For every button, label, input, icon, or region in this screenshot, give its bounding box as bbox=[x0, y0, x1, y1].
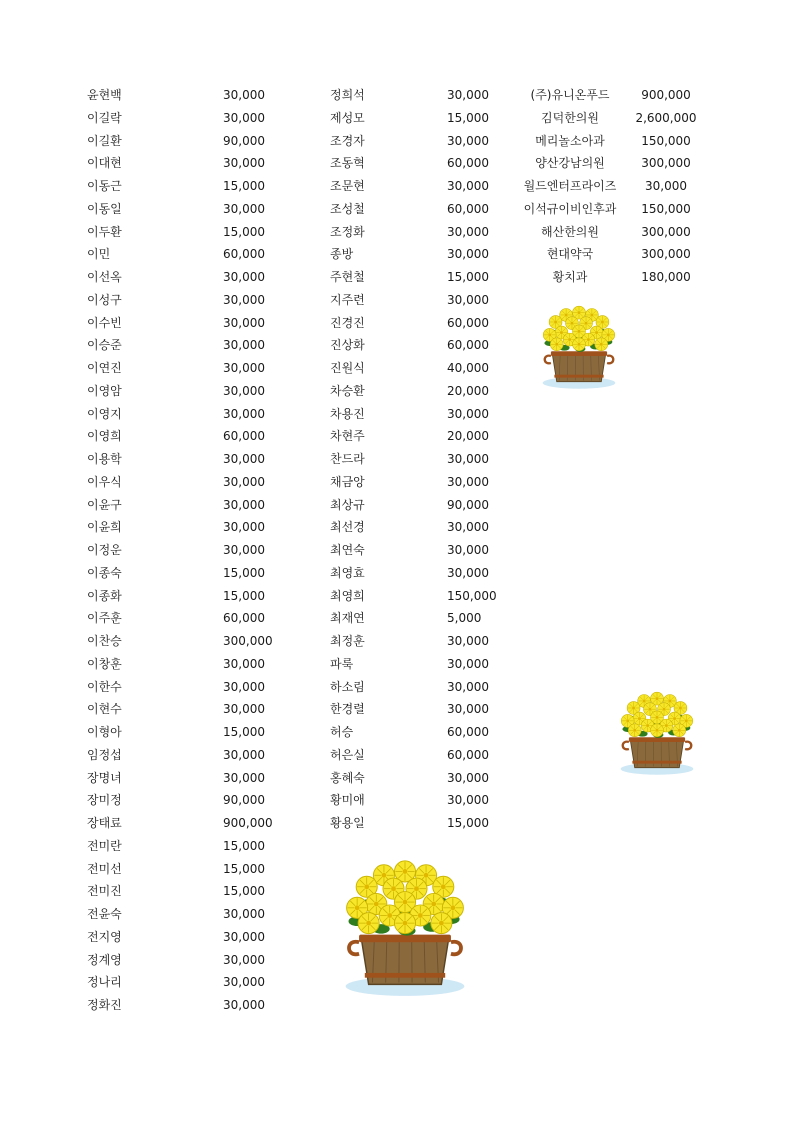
donation-amount: 30,000 bbox=[223, 270, 265, 284]
donor-name: 허승 bbox=[330, 725, 354, 739]
donor-row bbox=[330, 630, 500, 653]
donation-amount: 30,000 bbox=[223, 383, 265, 398]
donor-name: 이주훈 bbox=[87, 611, 122, 626]
donation-amount: 300,000 bbox=[223, 634, 273, 648]
donor-name: 이용학 bbox=[87, 452, 122, 466]
donation-amount: 30,000 bbox=[223, 747, 265, 762]
donation-amount: 30,000 bbox=[447, 679, 489, 694]
donation-amount: 60,000 bbox=[223, 611, 265, 626]
donor-row bbox=[87, 243, 287, 266]
donor-row bbox=[330, 653, 500, 676]
donor-name: 최상규 bbox=[330, 497, 365, 512]
donor-name: 장미정 bbox=[87, 793, 122, 808]
donor-name: 찬드라 bbox=[330, 452, 365, 466]
donor-name: 지주련 bbox=[330, 292, 365, 307]
donor-row bbox=[87, 903, 287, 926]
donor-row bbox=[87, 198, 287, 221]
donor-row bbox=[87, 721, 287, 744]
donor-name: 임정섭 bbox=[87, 747, 122, 762]
donation-amount: 15,000 bbox=[223, 838, 265, 853]
donation-amount: 180,000 bbox=[641, 270, 691, 284]
donor-name: 제성모 bbox=[330, 110, 365, 125]
donor-name: 메리놀소아과 bbox=[535, 133, 605, 148]
donor-name: 해산한의원 bbox=[541, 224, 599, 239]
donor-row bbox=[330, 676, 500, 699]
donor-name: 하소림 bbox=[330, 679, 365, 694]
donor-name: 채금앙 bbox=[330, 474, 365, 489]
donor-name: 최연숙 bbox=[330, 543, 365, 557]
donor-row bbox=[87, 676, 287, 699]
donor-name: 이석규이비인후과 bbox=[523, 201, 617, 216]
donation-amount: 30,000 bbox=[223, 292, 265, 307]
donor-name: 차용진 bbox=[330, 406, 365, 421]
donation-amount: 90,000 bbox=[223, 793, 265, 808]
donation-amount: 30,000 bbox=[223, 998, 265, 1012]
donor-row bbox=[87, 698, 287, 721]
donation-amount: 30,000 bbox=[447, 247, 489, 262]
donation-amount: 60,000 bbox=[223, 429, 265, 444]
donor-row bbox=[87, 653, 287, 676]
donation-amount: 300,000 bbox=[641, 247, 691, 262]
donation-amount: 30,000 bbox=[223, 520, 265, 535]
donation-amount: 30,000 bbox=[447, 224, 489, 239]
donation-amount: 30,000 bbox=[223, 315, 265, 330]
donation-amount: 150,000 bbox=[447, 588, 497, 603]
donor-name: 최영효 bbox=[330, 565, 365, 580]
donor-name: 전지영 bbox=[87, 929, 122, 944]
flower-basket-icon bbox=[538, 302, 620, 390]
donor-name: 조동혁 bbox=[330, 156, 365, 171]
donation-amount: 30,000 bbox=[447, 565, 489, 580]
donor-row bbox=[330, 357, 500, 380]
donor-name: 장태료 bbox=[87, 816, 122, 830]
donation-amount: 90,000 bbox=[447, 497, 489, 512]
donor-row bbox=[87, 812, 287, 835]
donation-amount: 30,000 bbox=[447, 474, 489, 489]
donor-row bbox=[87, 380, 287, 403]
donor-row bbox=[87, 926, 287, 949]
donation-amount: 30,000 bbox=[223, 156, 265, 171]
donor-name: 황용일 bbox=[330, 816, 365, 830]
donation-amount: 5,000 bbox=[447, 611, 482, 626]
donation-amount: 60,000 bbox=[447, 725, 489, 739]
flower-basket-icon bbox=[338, 852, 472, 1000]
donor-row bbox=[87, 880, 287, 903]
donor-row bbox=[330, 585, 500, 608]
donor-name: 이종화 bbox=[87, 588, 122, 603]
donor-row bbox=[87, 585, 287, 608]
donor-row bbox=[87, 334, 287, 357]
donor-name: 정나리 bbox=[87, 975, 122, 990]
donor-name: 장명녀 bbox=[87, 770, 122, 785]
donation-amount: 60,000 bbox=[447, 156, 489, 171]
donor-row bbox=[330, 380, 500, 403]
donor-row bbox=[330, 721, 500, 744]
donation-amount: 30,000 bbox=[223, 543, 265, 557]
donation-amount: 15,000 bbox=[223, 861, 265, 876]
donation-amount: 15,000 bbox=[223, 884, 265, 899]
donation-amount: 30,000 bbox=[223, 110, 265, 125]
donation-amount: 60,000 bbox=[447, 315, 489, 330]
donor-row bbox=[330, 539, 500, 562]
donor-row bbox=[330, 812, 500, 835]
donor-name: 이연진 bbox=[87, 361, 122, 375]
donor-row bbox=[87, 266, 287, 289]
donor-row bbox=[330, 175, 500, 198]
donor-row bbox=[330, 494, 500, 517]
donation-amount: 30,000 bbox=[447, 770, 489, 785]
donor-name: 종방 bbox=[330, 247, 354, 262]
donation-amount: 15,000 bbox=[223, 224, 265, 239]
donation-amount: 20,000 bbox=[447, 429, 489, 444]
donor-name: 이길락 bbox=[87, 110, 122, 125]
donor-row bbox=[87, 994, 287, 1017]
donor-row bbox=[330, 334, 500, 357]
donation-amount: 30,000 bbox=[447, 793, 489, 808]
donor-row bbox=[87, 789, 287, 812]
donor-row bbox=[330, 516, 500, 539]
donation-amount: 30,000 bbox=[223, 88, 265, 102]
donor-row bbox=[87, 835, 287, 858]
donor-name: 주현철 bbox=[330, 270, 365, 284]
donor-row bbox=[330, 152, 500, 175]
donor-name: 조정화 bbox=[330, 224, 365, 239]
donor-row bbox=[330, 84, 500, 107]
donation-amount: 30,000 bbox=[447, 543, 489, 557]
donation-amount: 150,000 bbox=[641, 201, 691, 216]
donation-amount: 30,000 bbox=[223, 656, 265, 671]
donor-name: 이윤희 bbox=[87, 520, 122, 535]
donor-row bbox=[330, 107, 500, 130]
donor-name: 이두환 bbox=[87, 224, 122, 239]
donor-column-3 bbox=[512, 84, 712, 289]
donor-row bbox=[87, 607, 287, 630]
donation-amount: 30,000 bbox=[223, 929, 265, 944]
donor-row bbox=[87, 949, 287, 972]
donor-name: 이영희 bbox=[87, 429, 122, 444]
donor-name: 최영희 bbox=[330, 588, 365, 603]
donation-amount: 30,000 bbox=[223, 770, 265, 785]
donor-name: (주)유니온푸드 bbox=[530, 88, 610, 102]
donor-column-1 bbox=[87, 84, 287, 1017]
donor-name: 이창훈 bbox=[87, 656, 122, 671]
donor-name: 전미란 bbox=[87, 838, 122, 853]
donor-name: 홍혜숙 bbox=[330, 770, 365, 785]
donor-row bbox=[87, 494, 287, 517]
donation-amount: 150,000 bbox=[641, 133, 691, 148]
donor-name: 전미선 bbox=[87, 861, 122, 876]
donor-row bbox=[87, 539, 287, 562]
donor-name: 이형아 bbox=[87, 725, 122, 739]
donor-name: 진경진 bbox=[330, 315, 365, 330]
donation-amount: 30,000 bbox=[223, 201, 265, 216]
donor-name: 최선경 bbox=[330, 520, 365, 535]
donor-name: 정희석 bbox=[330, 88, 365, 102]
donor-row bbox=[512, 221, 712, 244]
donor-name: 이동근 bbox=[87, 179, 122, 193]
donation-amount: 40,000 bbox=[447, 361, 489, 375]
donor-name: 이윤구 bbox=[87, 497, 122, 512]
donor-row bbox=[330, 698, 500, 721]
flower-basket-icon bbox=[616, 688, 698, 776]
donor-row bbox=[87, 471, 287, 494]
donation-amount: 30,000 bbox=[447, 452, 489, 466]
donor-row bbox=[87, 152, 287, 175]
donation-amount: 15,000 bbox=[223, 588, 265, 603]
donor-name: 조문현 bbox=[330, 179, 365, 193]
donor-row bbox=[330, 243, 500, 266]
donor-row bbox=[87, 516, 287, 539]
donor-name: 전미진 bbox=[87, 884, 122, 899]
donor-row bbox=[87, 767, 287, 790]
donor-name: 이우식 bbox=[87, 474, 122, 489]
donation-amount: 300,000 bbox=[641, 156, 691, 171]
donor-row bbox=[330, 289, 500, 312]
donor-row bbox=[330, 425, 500, 448]
donation-amount: 60,000 bbox=[223, 247, 265, 262]
donor-row bbox=[330, 767, 500, 790]
donor-name: 김덕한의원 bbox=[541, 110, 599, 125]
donation-amount: 30,000 bbox=[447, 634, 489, 648]
donor-name: 진원식 bbox=[330, 361, 365, 375]
donation-amount: 30,000 bbox=[223, 679, 265, 694]
donor-row bbox=[87, 630, 287, 653]
donor-name: 허은실 bbox=[330, 747, 365, 762]
donation-amount: 900,000 bbox=[223, 816, 273, 830]
donation-amount: 20,000 bbox=[447, 383, 489, 398]
donor-name: 양산강남의원 bbox=[535, 156, 605, 171]
donor-row bbox=[330, 221, 500, 244]
donation-amount: 30,000 bbox=[223, 406, 265, 421]
donor-name: 이현수 bbox=[87, 702, 122, 717]
donor-row bbox=[512, 107, 712, 130]
donation-amount: 30,000 bbox=[645, 179, 687, 193]
donation-amount: 300,000 bbox=[641, 224, 691, 239]
donor-name: 진상화 bbox=[330, 338, 365, 353]
donor-name: 이선옥 bbox=[87, 270, 122, 284]
donor-row bbox=[87, 403, 287, 426]
donor-name: 최정훈 bbox=[330, 634, 365, 648]
donor-name: 월드엔터프라이즈 bbox=[523, 179, 617, 193]
donation-amount: 30,000 bbox=[223, 474, 265, 489]
donor-name: 파룩 bbox=[330, 656, 354, 671]
donor-name: 이영지 bbox=[87, 406, 122, 421]
donor-row bbox=[330, 471, 500, 494]
donation-amount: 15,000 bbox=[447, 110, 489, 125]
donor-row bbox=[87, 221, 287, 244]
donation-amount: 15,000 bbox=[447, 270, 489, 284]
donor-row bbox=[330, 312, 500, 335]
donor-row bbox=[87, 971, 287, 994]
donation-amount: 30,000 bbox=[223, 452, 265, 466]
donor-row bbox=[87, 130, 287, 153]
donor-row bbox=[330, 562, 500, 585]
donation-amount: 30,000 bbox=[447, 406, 489, 421]
donor-row bbox=[330, 266, 500, 289]
donor-name: 이대현 bbox=[87, 156, 122, 171]
donor-name: 최재연 bbox=[330, 611, 365, 626]
donation-amount: 900,000 bbox=[641, 88, 691, 102]
donor-name: 이정운 bbox=[87, 543, 122, 557]
donation-amount: 30,000 bbox=[447, 520, 489, 535]
donation-amount: 30,000 bbox=[447, 292, 489, 307]
donation-amount: 30,000 bbox=[223, 975, 265, 990]
donor-row bbox=[87, 175, 287, 198]
donor-row bbox=[512, 130, 712, 153]
donor-row bbox=[512, 266, 712, 289]
donor-row bbox=[87, 562, 287, 585]
donor-row bbox=[512, 152, 712, 175]
donor-row bbox=[330, 448, 500, 471]
donation-amount: 30,000 bbox=[447, 179, 489, 193]
donor-row bbox=[87, 425, 287, 448]
donation-amount: 90,000 bbox=[223, 133, 265, 148]
donor-row bbox=[87, 448, 287, 471]
donor-name: 윤현백 bbox=[87, 88, 122, 102]
donor-row bbox=[512, 243, 712, 266]
donor-row bbox=[87, 84, 287, 107]
donation-amount: 60,000 bbox=[447, 338, 489, 353]
donation-amount: 30,000 bbox=[223, 497, 265, 512]
donor-row bbox=[330, 789, 500, 812]
donor-column-2 bbox=[330, 84, 500, 835]
donation-amount: 2,600,000 bbox=[635, 110, 697, 125]
donor-name: 이수빈 bbox=[87, 315, 122, 330]
donation-amount: 60,000 bbox=[447, 747, 489, 762]
donor-row bbox=[87, 289, 287, 312]
donation-amount: 30,000 bbox=[447, 133, 489, 148]
donor-row bbox=[330, 744, 500, 767]
donation-amount: 15,000 bbox=[223, 565, 265, 580]
donor-name: 황미애 bbox=[330, 793, 365, 808]
donor-name: 이길환 bbox=[87, 133, 122, 148]
donor-name: 정화진 bbox=[87, 998, 122, 1012]
donor-row bbox=[330, 403, 500, 426]
donor-row bbox=[512, 175, 712, 198]
donor-name: 조경자 bbox=[330, 133, 365, 148]
donor-name: 차승환 bbox=[330, 383, 365, 398]
donor-row bbox=[87, 312, 287, 335]
donation-amount: 30,000 bbox=[447, 702, 489, 717]
donor-name: 이승준 bbox=[87, 338, 122, 353]
donor-row bbox=[87, 744, 287, 767]
donation-amount: 30,000 bbox=[223, 338, 265, 353]
donor-row bbox=[330, 130, 500, 153]
donor-name: 이영암 bbox=[87, 383, 122, 398]
donor-name: 이종숙 bbox=[87, 565, 122, 580]
donor-name: 차현주 bbox=[330, 429, 365, 444]
donor-name: 한경렬 bbox=[330, 702, 365, 717]
donor-name: 정계영 bbox=[87, 952, 122, 967]
donation-amount: 30,000 bbox=[223, 907, 265, 921]
donor-name: 황치과 bbox=[552, 270, 588, 284]
donation-amount: 30,000 bbox=[447, 88, 489, 102]
donor-name: 조성철 bbox=[330, 201, 365, 216]
donor-row bbox=[87, 107, 287, 130]
donation-amount: 15,000 bbox=[223, 179, 265, 193]
donor-name: 이성구 bbox=[87, 292, 122, 307]
donor-row bbox=[512, 198, 712, 221]
donation-amount: 60,000 bbox=[447, 201, 489, 216]
donation-amount: 30,000 bbox=[223, 702, 265, 717]
donation-amount: 30,000 bbox=[447, 656, 489, 671]
donation-amount: 30,000 bbox=[223, 361, 265, 375]
donation-amount: 15,000 bbox=[447, 816, 489, 830]
donor-row bbox=[87, 858, 287, 881]
donor-name: 현대약국 bbox=[546, 247, 594, 262]
donation-amount: 30,000 bbox=[223, 952, 265, 967]
donor-row bbox=[512, 84, 712, 107]
donor-row bbox=[330, 198, 500, 221]
donor-name: 이민 bbox=[87, 247, 111, 262]
donation-amount: 15,000 bbox=[223, 725, 265, 739]
donor-name: 이동일 bbox=[87, 201, 122, 216]
donor-name: 전윤숙 bbox=[87, 907, 122, 921]
donor-row bbox=[87, 357, 287, 380]
donor-row bbox=[330, 607, 500, 630]
donor-name: 이찬승 bbox=[87, 634, 122, 648]
donor-name: 이한수 bbox=[87, 679, 122, 694]
